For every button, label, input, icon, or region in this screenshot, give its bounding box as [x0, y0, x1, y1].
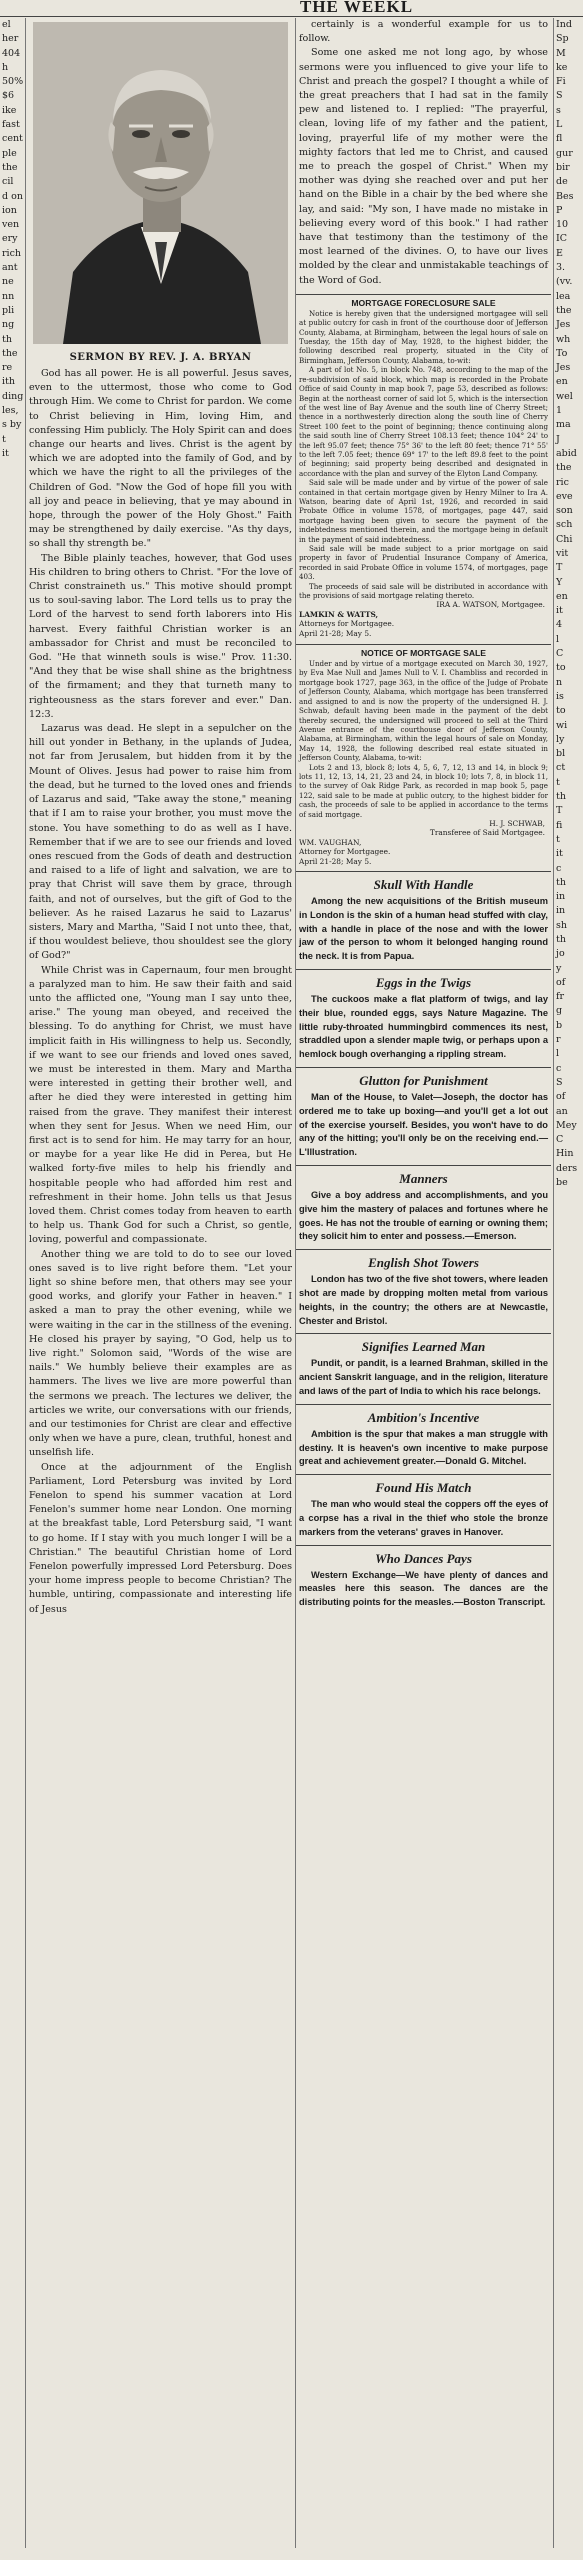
cut-off-text-fragment: th — [556, 876, 566, 888]
cut-off-text-fragment: vit — [556, 547, 569, 559]
notice-attorney-role: Attorney for Mortgagee. — [299, 847, 391, 857]
cut-off-text-fragment: ven — [2, 219, 20, 231]
short-item-body: Among the new acquisitions of the British museum in London is the skin of a human head stuffed with clay, with a handle in place of the nose and with the lower jaw of the person to whom it belonged hanging round the neck. It is from Papua. — [299, 896, 548, 962]
cut-off-text-fragment: lea — [556, 290, 571, 302]
cut-off-text-fragment: it — [556, 605, 563, 617]
notice-attorneys-role: Attorneys for Mortgagee. — [299, 619, 395, 629]
cut-off-text-fragment: ant — [2, 262, 18, 274]
short-item-heading: Glutton for Punishment — [359, 1072, 488, 1088]
short-item — [296, 1333, 551, 1398]
notice-paragraph: Lots 2 and 13, block 8; lots 4, 5, 6, 7, 12, 13 and 14, in block 9; lots 11, 12, 13, 14, 21, 23 and 24, in block 10; lots 7, 8, in block 11, to the survey of Oak Ridge Park, as recorded in map book 5, page 122, said sale to be made at public outcry, to the highest bidder for cash, the proceeds of sale to be applied in accordance to the terms of said mortgage. — [299, 762, 548, 819]
cut-off-text-fragment: re — [2, 362, 13, 374]
notice-body — [296, 659, 551, 819]
cut-off-text-fragment: abid — [556, 447, 577, 459]
short-item — [296, 871, 551, 964]
short-item — [296, 1165, 551, 1244]
notice-signer: H. J. SCHWAB, — [489, 818, 545, 828]
cut-off-text-fragment: T — [556, 805, 563, 817]
cut-off-text-fragment: sch — [556, 519, 573, 531]
cut-off-text-fragment: ike — [2, 104, 17, 116]
cut-off-text-fragment: ion — [2, 204, 17, 216]
sermon-paragraph: Lazarus was dead. He slept in a sepulcher on the hill out yonder in Bethany, in the uplands of Judea, not far from Jerusalem, but hidden from it by the Mount of Olives. Jesus had power to raise him from the dead, but he turned to the loved ones and friends of Lazarus and said, "Take away the stone," meaning that if I am to raise your brother, you must move the stone. You have something to do as well as I have. Remember that if we are to see our friends and loved ones rescued from the Gods of death and destruction and raised to a life of light and salvation, we are to pray that Christ will save them by grace, through faith, and not of ourselves, but the gift of God to the believer. As he raised Lazarus he said to Lazarus' sisters, Mary and Martha, "Said I not unto thee, that, if thou wouldest believe, thou shouldest see the glory of God?" — [29, 723, 292, 962]
notice-paragraph: Notice is hereby given that the undersigned mortgagee will sell at public outcry for cash in front of the courthouse door of Jefferson County, Alabama, at Birmingham, between the legal hours of sale on Tuesday, the 15th day of May, 1928, to the highest bidder, the following described real property, situated in the City of Birmingham, Jefferson County, Alabama, to-wit: — [299, 308, 548, 365]
photo-caption: SERMON BY REV. J. A. BRYAN — [69, 352, 252, 363]
cut-off-text-fragment: ng — [2, 319, 15, 331]
cut-off-text-fragment: cil — [2, 176, 14, 188]
cut-off-text-fragment: g — [556, 1005, 563, 1017]
short-item-body: Give a boy address and accomplishments, and you give him the mastery of palaces and fortunes where he goes. He has not the trouble of earning or owning them; they solicit him to enter and possess.—Emerson. — [299, 1189, 548, 1242]
cut-off-text-fragment: her — [2, 33, 19, 45]
cut-off-text-fragment: fr — [556, 991, 565, 1003]
cut-off-text-fragment: l — [556, 633, 560, 645]
cut-off-text-fragment: ly — [556, 733, 565, 745]
short-item-heading: English Shot Towers — [368, 1255, 479, 1271]
mortgage-foreclosure-notice — [296, 294, 551, 638]
newspaper-title: THE WEEKL — [300, 0, 414, 16]
portrait-photo — [33, 22, 288, 344]
notice-signer: IRA A. WATSON, Mortgagee. — [436, 600, 545, 610]
sermon-paragraph: While Christ was in Capernaum, four men brought a paralyzed man to him. He saw their faith and said unto the afflicted one, "Young man I say unto thee, arise." The young man obeyed, and received the blessing. To do anything for Christ, we must have implicit faith in His willingness to help us. Secondly, if we want to see our friends and loved ones saved, we must be interested in them. Mary and Martha were interested in getting their brother well, and after he died they were interested in getting him raised from the grave. They manifest their interest when they sent for Jesus. When we need Him, our first act is to send for him. He may tarry for an hour, or maybe for a year like He did in Perea, but He walked forty-five miles to help his friendly and hospitable people who had afforded him rest and refreshment in their home. John tells us that Jesus loved them. Christ comes today from heaven to earth to help us. Thank God for such a Christ, so gentle, loving, powerful and compassionate. — [29, 964, 292, 1246]
notice-paragraph: The proceeds of said sale will be distributed in accordance with the provisions of said mortgage relating thereto. — [299, 581, 548, 601]
notice-heading: NOTICE OF MORTGAGE SALE — [296, 644, 551, 658]
short-item-body: The man who would steal the coppers off the eyes of a corpse has a rival in the thief who stole the bronze markers from the veterans' graves in Hanover. — [299, 1499, 548, 1537]
short-item-body: London has two of the five shot towers, where leaden shot are made by dropping molten metal from various heights, in the country; the others are at Newcastle, Chester and Bristol. — [299, 1274, 548, 1326]
notice-attorney: WM. VAUGHAN, — [299, 837, 362, 847]
cut-off-text-fragment: cent — [2, 133, 23, 145]
left-column-fragments — [0, 18, 24, 2548]
cut-off-text-fragment: fi — [556, 819, 563, 831]
cut-off-text-fragment: ke — [556, 61, 568, 73]
cut-off-text-fragment: in — [556, 891, 566, 903]
notice-body — [296, 309, 551, 601]
cut-off-text-fragment: S — [556, 90, 563, 102]
cut-off-text-fragment: an — [556, 1105, 568, 1117]
notice-paragraph: A part of lot No. 5, in block No. 748, according to the map of the re-subdivision of said block, which map is recorded in the Probate Office of said County in map book 7, page 53, described as follows: Begin at the northeast corner of said lot 5, which is the intersection of the west line of Bay Avenue and the south line of Cherry Street; thence in a northwesterly direction along the south line of Cherry Street 100 feet to the point of beginning; thence continuing along the said south line of Cherry Street 108.13 feet; thence 104° 24' to the left 95.07 feet; thence 75° 36' to the left 80 feet; thence 71° 55' to the left 7.05 feet; thence 69° 17' to the left 89.8 feet to the point of beginning; said property being described and designated in accordance with the plan and survey of the Elyton Land Company. — [299, 365, 548, 478]
cut-off-text-fragment: in — [556, 905, 566, 917]
cut-off-text-fragment: the — [2, 347, 18, 359]
cut-off-text-fragment: ding — [2, 390, 24, 402]
cut-off-text-fragment: Chi — [556, 533, 573, 545]
cut-off-text-fragment: To — [556, 347, 568, 359]
middle-column — [296, 18, 551, 2548]
cut-off-text-fragment: Mey — [556, 1119, 577, 1131]
cut-off-text-fragment: y — [556, 962, 562, 974]
cut-off-text-fragment: les, — [2, 405, 19, 417]
short-item-heading: Found His Match — [375, 1480, 472, 1496]
cut-off-text-fragment: Sp — [556, 33, 569, 45]
cut-off-text-fragment: L — [556, 119, 563, 131]
notice-dates: April 21-28; May 5. — [299, 856, 372, 866]
cut-off-text-fragment: 3. — [556, 262, 566, 274]
cut-off-text-fragment: jo — [556, 948, 565, 960]
cut-off-text-fragment: c — [556, 1062, 562, 1074]
sermon-continuation — [296, 18, 551, 288]
cut-off-text-fragment: ith — [2, 376, 15, 388]
cut-off-text-fragment: Ind — [556, 19, 572, 30]
cut-off-text-fragment: d on — [2, 190, 23, 202]
cut-off-text-fragment: wh — [556, 333, 571, 345]
cut-off-text-fragment: en — [556, 376, 568, 388]
cut-off-text-fragment: Hin — [556, 1148, 574, 1160]
cut-off-text-fragment: 10 — [556, 219, 569, 231]
short-item-heading: Skull With Handle — [373, 877, 474, 893]
cut-off-text-fragment: gur — [556, 147, 573, 159]
cut-off-text-fragment: (vv. — [556, 276, 573, 288]
cut-off-text-fragment: th — [556, 791, 566, 803]
cut-off-text-fragment: it — [556, 848, 563, 860]
cut-off-text-fragment: ct — [556, 762, 566, 774]
short-item-body: Western Exchange—We have plenty of dances and measles here this season. The dances are the distributing points for the measles.—Boston Transcript. — [299, 1569, 548, 1608]
cut-off-text-fragment: t — [2, 433, 6, 445]
cut-off-text-fragment: Bes — [556, 190, 574, 202]
cut-off-text-fragment: fast — [2, 119, 20, 131]
portrait-illustration — [33, 22, 288, 344]
cut-off-text-fragment: IC — [556, 233, 568, 245]
sermon-paragraph: certainly is a wonderful example for us to follow. — [299, 19, 548, 45]
cut-off-text-fragment: wel — [556, 390, 573, 402]
cut-off-text-fragment: P — [556, 204, 563, 216]
cut-off-text-fragment: wi — [556, 719, 568, 731]
cut-off-text-fragment: be — [556, 1177, 568, 1189]
masthead — [0, 0, 583, 17]
cut-off-text-fragment: $6 — [2, 90, 15, 102]
notice-paragraph: Under and by virtue of a mortgage executed on March 30, 1927, by Eva Mae Null and James Null to V. I. Chambliss and recorded in mortgage book 1727, page 363, in the office of the Judge of Probate of Jefferson County, Alabama, which mortgage has been transferred and assigned to and is now the property of the undersigned H. J. Schwab, default having been made in the payment of the debt thereby secured, the undersigned will proceed to sell at the Third Avenue entrance of the courthouse door of Jefferson County, Alabama, at Birmingham, within the legal hours of sale on Monday, May 14, 1928, the following described real estate situated in Jefferson County, Alabama, to-wit: — [299, 659, 548, 763]
sermon-paragraph: The Bible plainly teaches, however, that God uses His children to bring others to Christ. "For the love of Christ constraineth us." This motive should prompt us to soul-saving labor. The Lord tells us to pray the Lord of the harvest to send forth laborers into His harvest. Every faithful Christian worker is an ambassador for Christ and must be reconciled to God. "He that winneth souls is wise." Prov. 11:30. "And they that be wise shall shine as the brightness of the firmament; and they that turneth many to righteousness as the stars forever and ever." Dan. 12:3. — [29, 552, 292, 720]
cut-off-text-fragment: bir — [556, 161, 570, 173]
cut-off-text-fragment: E — [556, 247, 563, 259]
short-item-body: Ambition is the spur that makes a man struggle with destiny. It is heaven's own incentive to make purpose great and achievement greater.—Donald G. Mitchel. — [299, 1428, 548, 1467]
cut-off-text-fragment: ne — [2, 276, 14, 288]
short-item — [296, 1474, 551, 1539]
cut-off-text-fragment: s — [556, 104, 561, 116]
notice-paragraph: Said sale will be made subject to a prior mortgage on said property in favor of Prudential Insurance Company of America, recorded in said Probate Office in volume 1574, of mortgages, page 403. — [299, 544, 548, 582]
short-item-heading: Ambition's Incentive — [367, 1409, 480, 1425]
sermon-column — [25, 18, 296, 2548]
notice-paragraph: Said sale will be made under and by virtue of the power of sale contained in that certain mortgage given by Henry Milner to Ira A. Watson, bearing date of April 1st, 1926, and recorded in said Probate Office in volume 1578, of mortgages, page 447, said mortgage having been given to secure the payment of the indebtedness mentioned therein, and the mortgage being in default in the payment of said indebtedness. — [299, 478, 548, 544]
cut-off-text-fragment: de — [556, 176, 568, 188]
cut-off-text-fragment: T — [556, 562, 563, 574]
cut-off-text-fragment: pli — [2, 304, 15, 316]
cut-off-text-fragment: bl — [556, 748, 566, 760]
cut-off-text-fragment: h — [2, 61, 9, 73]
cut-off-text-fragment: 1 — [556, 405, 563, 417]
cut-off-text-fragment: th — [2, 333, 12, 345]
sermon-paragraph: Once at the adjournment of the English Parliament, Lord Petersburg was invited by Lord Fenelon to spend his summer vacation at Lord Fenelon's summer home near London. One morning at the breakfast table, Lord Petersburg said, "I want to go home. If I stay with you much longer I will be a Christian." The beautiful Christian home of Lord Fenelon powerfully impressed Lord Petersburg. Does your home impress people to become Christian? The humble, untiring, compassionate and interesting life of Jesus — [29, 1461, 292, 1615]
short-items — [296, 871, 551, 1610]
cut-off-text-fragment: ric — [556, 476, 569, 488]
cut-off-text-fragment: b — [556, 1019, 563, 1031]
cut-off-text-fragment: th — [556, 934, 566, 945]
cut-off-text-fragment: rich — [2, 247, 22, 259]
short-item — [296, 1545, 551, 1610]
cut-off-text-fragment: c — [556, 862, 562, 874]
cut-off-text-fragment: nn — [2, 290, 15, 302]
cut-off-text-fragment: ple — [2, 147, 17, 159]
cut-off-text-fragment: J — [556, 433, 560, 445]
short-item — [296, 1249, 551, 1328]
short-item-heading: Manners — [399, 1170, 448, 1186]
short-item — [296, 969, 551, 1062]
right-column-fragments — [553, 18, 583, 2548]
short-item-body: Man of the House, to Valet—Joseph, the doctor has ordered me to take up boxing—and you'll get a lot out of the exercise yourself. Besides, you won't have to do any of the hitting; you'll only be on the receiving end.—L'Illustration. — [299, 1091, 548, 1158]
sermon-body — [26, 367, 295, 1617]
notice-attorneys: LAMKIN & WATTS, — [299, 609, 379, 619]
short-item-body: Pundit, or pandit, is a learned Brahman, skilled in the ancient Sanskrit language, and in the religion, literature and laws of the part of India to which his race belongs. — [299, 1358, 548, 1396]
short-item-body: The cuckoos make a flat platform of twigs, and lay their blue, rounded eggs, says Nature Magazine. The little ruby-throated hummingbird commences its nest, straddled upon a slender maple twig, or perhaps upon a hemlock bough overhanging a rippling stream. — [299, 994, 548, 1060]
cut-off-text-fragment: ders — [556, 1162, 578, 1174]
cut-off-text-fragment: Jes — [556, 319, 571, 331]
cut-off-text-fragment: Y — [556, 576, 563, 588]
cut-off-text-fragment: el — [2, 19, 11, 30]
cut-off-text-fragment: eve — [556, 490, 573, 502]
cut-off-text-fragment: 404 — [2, 47, 21, 59]
cut-off-text-fragment: ma — [556, 419, 571, 431]
cut-off-text-fragment: to — [556, 705, 566, 717]
cut-off-text-fragment: Jes — [556, 362, 571, 374]
sermon-paragraph: Some one asked me not long ago, by whose sermons were you influenced to give your life to Christ and preach the gospel? I thought a while of the great preachers that I had sat in the family pew and listened to. I replied: "The prayerful, clean, loving life of my father and the patient, loving, prayerful life of my mother were the mighty factors that led me to Christ, and caused me to preach the gospel of Christ." When my mother was dying she reached over and put her hand on the Bible in a chair by the bed where she lay, and said: "My son, I have made no mistake in believing every word of this book." I had rather have that testimony than the testimony of the most learned of the divines. O, to have our lives molded by the clear and unmistakable teachings of the Word of God. — [299, 47, 548, 286]
cut-off-text-fragment: fl — [556, 133, 563, 145]
cut-off-text-fragment: C — [556, 1134, 564, 1146]
short-item — [296, 1067, 551, 1160]
cut-off-text-fragment: en — [556, 590, 568, 602]
cut-off-text-fragment: the — [556, 304, 572, 316]
cut-off-text-fragment: the — [556, 462, 572, 474]
notice-signer-role: Transferee of Said Mortgagee. — [429, 828, 545, 838]
cut-off-text-fragment: the — [2, 161, 18, 173]
cut-off-text-fragment: M — [556, 47, 566, 59]
short-item-heading: Eggs in the Twigs — [375, 975, 472, 990]
cut-off-text-fragment: 50% — [2, 76, 24, 88]
sermon-paragraph: Another thing we are told to do to see our loved ones saved is to live right before them. "Let your light so shine before men, that others may see your good works, and glorify your Father in heaven." I asked a man to pray the other evening, while we were waiting in the car in the stillness of the evening. He closed his prayer by saying, "O God, help us to live right." Solomon said, "Words of the wise are nails." We humbly believe their examples are as hammers. The lives we live are more powerful than the sermons we preach. The lectures we deliver, the articles we write, our conversations with our friends, and our testimonies for Christ are clear and effective only when we have a pure, clean, truthful, honest and unselfish life. — [29, 1248, 292, 1459]
cut-off-text-fragment: l — [556, 1048, 560, 1060]
notice-heading: MORTGAGE FORECLOSURE SALE — [296, 294, 551, 308]
cut-off-text-fragment: s by — [2, 419, 22, 431]
cut-off-text-fragment: 4 — [556, 619, 563, 631]
cut-off-text-fragment: ery — [2, 233, 18, 245]
cut-off-text-fragment: of — [556, 1091, 566, 1103]
cut-off-text-fragment: Fi — [556, 76, 566, 88]
notice-dates: April 21-28; May 5. — [299, 628, 372, 638]
short-item — [296, 1404, 551, 1469]
cut-off-text-fragment: S — [556, 1076, 563, 1088]
notice-of-mortgage-sale — [296, 644, 551, 866]
cut-off-text-fragment: t — [556, 776, 560, 788]
cut-off-text-fragment: t — [556, 833, 560, 845]
short-item-heading: Signifies Learned Man — [361, 1339, 486, 1355]
cut-off-text-fragment: sh — [556, 919, 567, 931]
cut-off-text-fragment: to — [556, 662, 566, 674]
cut-off-text-fragment: it — [2, 447, 9, 459]
cut-off-text-fragment: is — [556, 690, 564, 702]
cut-off-text-fragment: n — [556, 676, 563, 688]
sermon-paragraph: God has all power. He is all powerful. Jesus saves, even to the uttermost, those who come to God through Him. We come to Christ for pardon. We come to Christ believing in Him, loving Him, and confessing Him publicly. The Holy Spirit can and does change our hearts and lives. Christ is the agent by which we are adopted into the family of God, and by which we have the right to all the privileges of the Children of God. "Now the God of hope fill you with all joy and peace in believing, that ye may abound in hope, through the power of the Holy Ghost." Faith may be strengthened by daily exercise. "As thy days, so shall thy strength be." — [29, 368, 292, 550]
short-item-heading: Who Dances Pays — [375, 1550, 472, 1566]
cut-off-text-fragment: son — [556, 505, 573, 517]
cut-off-text-fragment: of — [556, 976, 566, 988]
cut-off-text-fragment: C — [556, 648, 564, 660]
cut-off-text-fragment: r — [556, 1034, 561, 1046]
